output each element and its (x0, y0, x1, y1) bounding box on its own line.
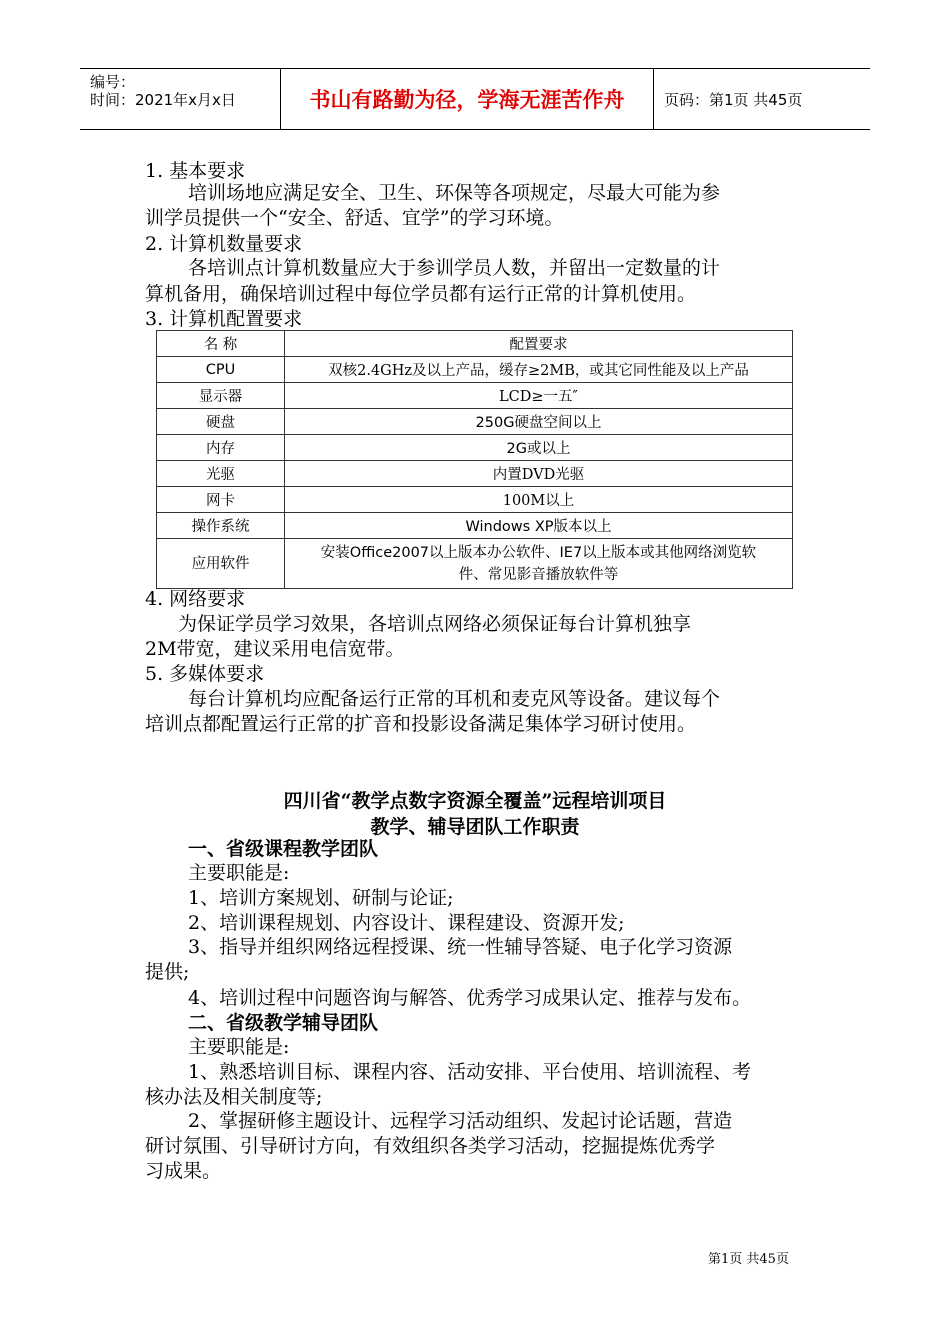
table-cell-req: 内置DVD光驱 (285, 461, 793, 487)
duty-item: 1、熟悉培训目标、课程内容、活动安排、平台使用、培训流程、考 (188, 1061, 752, 1083)
config-table (156, 330, 793, 589)
table-row (157, 461, 793, 487)
table-row (157, 357, 793, 383)
table-cell-name: 显示器 (157, 383, 285, 409)
table-cell-name: 硬盘 (157, 409, 285, 435)
table-cell-name: 应用软件 (157, 539, 285, 589)
section-5-text: 每台计算机均应配备运行正常的耳机和麦克风等设备。建议每个 (188, 688, 721, 710)
duty-item: 2、掌握研修主题设计、远程学习活动组织、发起讨论话题，营造 (188, 1110, 733, 1132)
team-heading-1: 一、省级课程教学团队 (188, 838, 379, 860)
code-label: 编号： (90, 73, 136, 91)
table-header-cell: 配置要求 (285, 331, 793, 357)
table-cell-req-line: 件、常见影音播放软件等 (458, 566, 619, 583)
table-row (157, 513, 793, 539)
duty-item: 核办法及相关制度等; (145, 1086, 323, 1108)
table-cell-name: 网卡 (157, 487, 285, 513)
document-subtitle: 教学、辅导团队工作职责 (370, 816, 580, 838)
section-5-text: 培训点都配置运行正常的扩音和投影设备满足集体学习研讨使用。 (145, 713, 697, 735)
table-cell-req: 双核2.4GHz及以上产品，缓存≥2MB，或其它同性能及以上产品 (285, 357, 793, 383)
table-cell-req (285, 539, 793, 589)
table-row (157, 435, 793, 461)
header-divider (653, 69, 654, 129)
header-page-info: 页码：第1页 共45页 (664, 90, 803, 109)
table-row (157, 383, 793, 409)
section-4-text: 为保证学员学习效果，各培训点网络必须保证每台计算机独享 (178, 613, 692, 635)
table-header-row (157, 331, 793, 357)
table-cell-name: 光驱 (157, 461, 285, 487)
table-cell-req: 100M以上 (285, 487, 793, 513)
table-row (157, 409, 793, 435)
team-intro: 主要职能是: (188, 862, 290, 884)
section-4-text: 2M带宽，建议采用电信宽带。 (145, 638, 405, 660)
section-1-text: 训学员提供一个“安全、舒适、宜学”的学习环境。 (145, 207, 564, 229)
table-cell-name: 操作系统 (157, 513, 285, 539)
document-title: 四川省“教学点数字资源全覆盖”远程培训项目 (283, 790, 667, 812)
page-header (80, 68, 870, 130)
duty-item: 2、培训课程规划、内容设计、课程建设、资源开发; (188, 912, 625, 934)
table-row (157, 487, 793, 513)
duty-item: 研讨氛围、引导研讨方向，有效组织各类学习活动，挖掘提炼优秀学 (145, 1135, 716, 1157)
table-cell-req-line: 安装Office2007以上版本办公软件、IE7以上版本或其他网络浏览软 (320, 544, 757, 561)
section-2-text: 算机备用，确保培训过程中每位学员都有运行正常的计算机使用。 (145, 283, 697, 305)
section-1-text: 培训场地应满足安全、卫生、环保等各项规定，尽最大可能为参 (188, 182, 721, 204)
table-cell-req: 2G或以上 (285, 435, 793, 461)
table-header-cell: 名 称 (157, 331, 285, 357)
duty-item: 提供; (145, 961, 190, 983)
section-4-title: 4. 网络要求 (145, 588, 246, 610)
header-meta (80, 69, 280, 129)
table-cell-req: LCD≥一五″ (285, 383, 793, 409)
team-heading-2: 二、省级教学辅导团队 (188, 1012, 379, 1034)
section-5-title: 5. 多媒体要求 (145, 663, 265, 685)
section-2-text: 各培训点计算机数量应大于参训学员人数，并留出一定数量的计 (188, 257, 721, 279)
table-cell-name: 内存 (157, 435, 285, 461)
page-footer: 第1页 共45页 (708, 1252, 789, 1267)
section-2-title: 2. 计算机数量要求 (145, 233, 303, 255)
table-cell-req: Windows XP版本以上 (285, 513, 793, 539)
duty-item: 1、培训方案规划、研制与论证; (188, 887, 454, 909)
section-3-title: 3. 计算机配置要求 (145, 308, 303, 330)
section-1-title: 1. 基本要求 (145, 160, 246, 182)
header-motto: 书山有路勤为径，学海无涯苦作舟 (309, 87, 625, 112)
duty-item: 3、指导并组织网络远程授课、统一性辅导答疑、电子化学习资源 (188, 936, 733, 958)
duty-item: 4、培训过程中问题咨询与解答、优秀学习成果认定、推荐与发布。 (188, 987, 752, 1009)
table-row (157, 539, 793, 589)
duty-item: 习成果。 (145, 1160, 222, 1182)
team-intro: 主要职能是: (188, 1036, 290, 1058)
table-cell-name: CPU (157, 357, 285, 383)
time-label: 时间：2021年x月x日 (90, 91, 236, 109)
table-cell-req: 250G硬盘空间以上 (285, 409, 793, 435)
